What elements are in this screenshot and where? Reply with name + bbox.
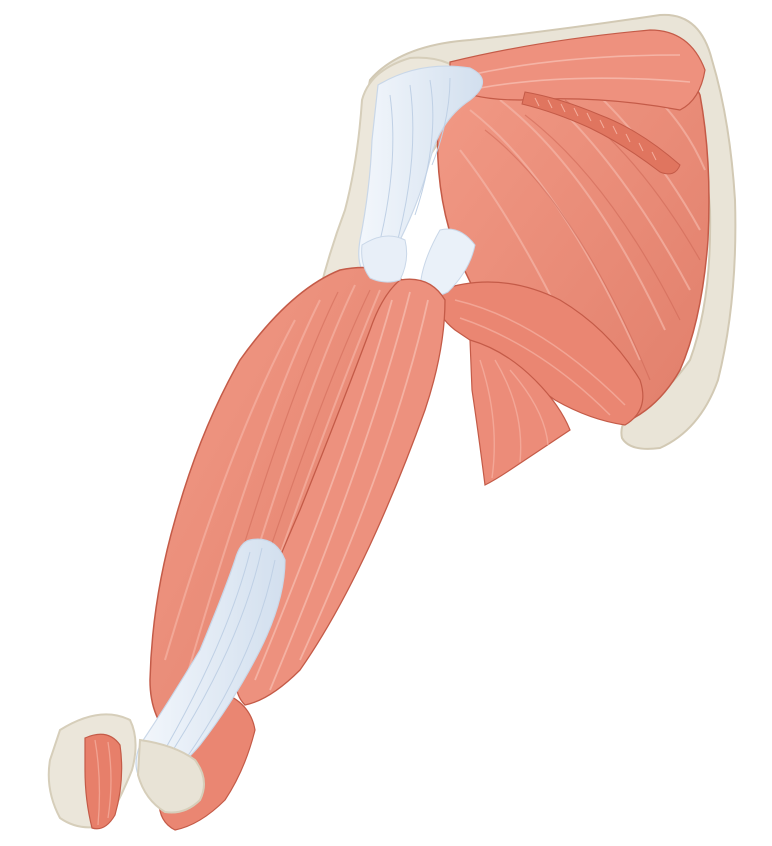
biceps-long-head-tendon (362, 236, 407, 282)
brachioradialis-muscle (85, 734, 122, 828)
